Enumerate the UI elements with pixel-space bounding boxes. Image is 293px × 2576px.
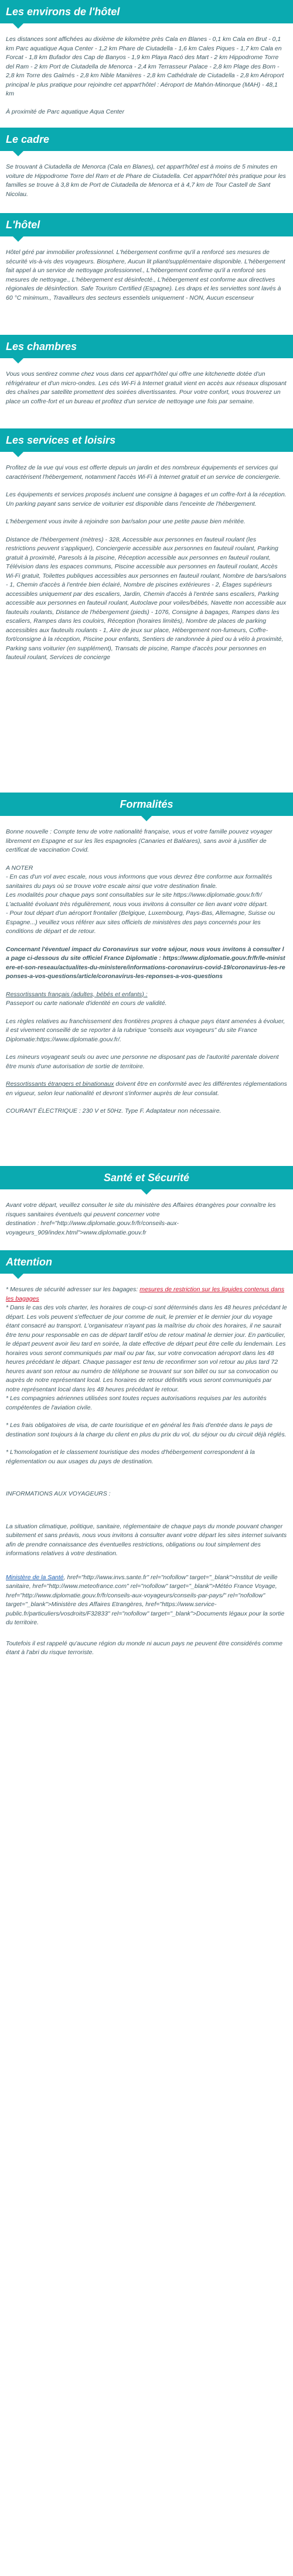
- section-body: [0, 236, 293, 310]
- section-formalites: [0, 793, 293, 1166]
- services-text-1: Profitez de la vue qui vous est offerte depuis un jardin et des nombreux équipements et services qui caractérisent l'hébergement, notamment l'accès Wi-Fi à Internet gratuit et un service de conciergerie.: [6, 464, 281, 481]
- attention-visa-text: * Les frais obligatoires de visa, de carte touristique et en général les frais d'entrée dans le pays de destination sont toujours à la charge du client en plus du prix du vol, du séjour ou du circuit déjà réglés.: [6, 1422, 287, 1438]
- formalites-coronavirus: Concernant l'éventuel impact du Coronavirus sur votre séjour, nous vous invitons à consulter la page ci-dessous du site officiel France Diplomatie : https://www.diplomatie.gouv.fr/fr/le-ministere-et-son-reseau/actualites-du-ministere/informations-coronavirus-covid-19/coronavirus-les-reponses-a-vos-questions/article/coronavirus-les-reponses-a-vos-questions: [6, 945, 285, 980]
- section-heading: Santé et Sécurité: [0, 1166, 293, 1189]
- section-heading: L'hôtel: [0, 213, 293, 236]
- attention-security-intro: * Mesures de sécurité adresser sur les bagages:: [6, 1286, 140, 1293]
- attention-climate-text: La situation climatique, politique, sanitaire, réglementaire de chaque pays du monde pouvant changer subitement et sans préavis, nous vous invitons à consulter avant votre départ les sites internet suivants afin de prendre connaissance des éventuelles restrictions, obligations ou tout simplement des informations relatives à votre destination.: [6, 1522, 287, 1557]
- section-body: [0, 1189, 293, 1244]
- section-body: [0, 816, 293, 1123]
- formalites-french-heading: Ressortissants français (adultes, bébés et enfants) :: [6, 990, 148, 998]
- section-body: [0, 358, 293, 413]
- section-body: [0, 23, 293, 124]
- liquids-restriction-link[interactable]: mesures de restriction sur les liquides contenus dans les bagages: [6, 1286, 285, 1302]
- section-cadre: [0, 128, 293, 213]
- section-heading: Attention: [0, 1250, 293, 1274]
- attention-info-heading: INFORMATIONS AUX VOYAGEURS :: [6, 1490, 111, 1497]
- section-heading: Les environs de l'hôtel: [0, 0, 293, 23]
- formalites-foreign-heading: Ressortissants étrangers et binationaux: [6, 1081, 114, 1088]
- section-sante: [0, 1166, 293, 1250]
- section-heading: Les services et loisirs: [0, 428, 293, 452]
- formalites-electric: COURANT ÉLECTRIQUE : 230 V et 50Hz. Type F. Adaptateur non nécessaire.: [6, 1107, 222, 1114]
- section-attention: [0, 1250, 293, 1874]
- sante-text: Avant votre départ, veuillez consulter le site du ministère des Affaires étrangères pour connaître les risques sanitaires éventuels qui peuvent concerner votre destination : href="http://www.diplomatie.gouv.fr/fr/conseils-aux-voyageurs_909/index.html">www.diplomatie.gouv.fr: [6, 1202, 276, 1236]
- services-amenities: Distance de l'hébergement (mètres) - 328, Accessible aux personnes en fauteuil roulant (les restrictions peuvent s'appliquer), Conciergerie accessible aux personnes en fauteuil roulant, Parking gratuit à proximité, Paresols à la piscine, Réception accessible aux personnes en fauteuil roulant, Télévision dans les espaces communs, Piscine accessible aux personnes en fauteuil roulant, Accès Wi-Fi gratuit, Toilettes publiques accessibles aux personnes en fauteuil roulant, Nombre de bars/salons - 1, Chemin d'accès à l'entrée bien éclairé, Nombre de piscines extérieures - 2, Étages supérieurs accessibles uniquement par des escaliers, Jardin, Chemin d'accès à l'entrée sans escaliers, Parking accessible aux personnes en fauteuil roulant, Autoclave pour voiles/bébés, Navette non accessible aux fauteuils roulants, Distance de l'hébergement (pieds) - 1076, Consigne à bagages, Rampes dans les escaliers, Rampes dans les couloirs, Réception (horaires limités), Nombre de places de parking accessibles aux fauteuils roulants - 1, Aire de jeux sur place, Hébergement non-fumeurs, Coffre-fort/consigne à la réception, Piscine pour enfants, Sentiers de randonnée à pied ou à vélo à proximité, Parking sans voiturier (en supplément), Transats de piscine, Rampe d'accès pour personnes en fauteuil roulant, Services de concierge: [6, 536, 287, 661]
- section-environs: [0, 0, 293, 128]
- section-services: [0, 428, 293, 793]
- cadre-text: Se trouvant à Ciutadella de Menorca (Cala en Blanes), cet appart'hôtel est à moins de 5 minutes en voiture de Hippodrome Torre del Ram et de Phare de Ciutadella. Cet appart'hôtel très pratique pour les familles se trouve à 3,8 km de Port de Ciutadella de Menorca et à 4,7 km de Tour Castell de Sant Nicolau.: [6, 163, 286, 198]
- chambres-text: Vous vous sentirez comme chez vous dans cet appart'hôtel qui offre une kitchenette dotée d'un réfrigérateur et d'un micro-ondes. Les cés Wi-Fi à Internet gratuit vient en accès aux réseaux disposant des chaînes par satellite promettent des soirées divertissantes. Pour votre confort, vous trouverez un place un coffre-fort et un bureau et profitez d'un service de nettoyage une fois par semaine.: [6, 371, 287, 405]
- formalites-note: A NOTER - En cas d'un vol avec escale, nous vous informons que vous devrez être conforme aux formalités sanitaires du pays où se trouve votre escale ainsi que votre destination finale. Les modalités pour chaque pays sont consultables sur le site https://www.diplomatie.gouv.fr/fr/ L'actualité évoluant très régulièrement, nous vous invitons à consulter ce lien avant votre départ. - Pour tout départ d'un aéroport frontalier (Belgique, Luxembourg, Pays-Bas, Allemagne, Suisse ou Espagne...) veuillez vous référer aux sites officiels de ministères des pays concernés pour les conditions de départ et de retour.: [6, 864, 275, 935]
- environs-proximity: À proximité de Parc aquatique Aqua Center: [6, 108, 125, 115]
- section-chambres: [0, 335, 293, 428]
- attention-charter-text: * Dans le cas des vols charter, les horaires de coup-ci sont déterminés dans les 48 heures précédant le départ. Les vols peuvent s'effectuer de jour comme de nuit, le premier et le dernier jour du voyage étant consacré au transport. L'organisateur n'ayant pas la maîtrise du choix des horaires, il ne saurait être tenu pour responsable en cas de départ tardif et/ou de retour matinal le dernier jour. En particulier, le départ peuvent avoir lieu tard en soirée, la date effective de départ peut être celle du lendemain. Les horaires vous seront communiqués par mail ou par fax, sur votre convocation aéroport dans les 48 heures précédant le départ. Chaque passager est tenu de reconfirmer son vol retour au plus tard 72 heures avant son retour au numéro de téléphone se trouvant sur son billet ou sur sa convocation ou auprès de notre représentant local. Les horaires de retour définitifs vous seront communiqués par notre représentant local dans les 48 heures précédant le retour. * Les compagnies aériennes utilisées sont toutes reçues autorisations requises par les autorités compétentes de l'aviation civile.: [6, 1304, 287, 1411]
- section-hotel: [0, 213, 293, 335]
- environs-text: Les distances sont affichées au dixième de kilomètre près Cala en Blanes - 0,1 km Cala en Brut - 0,1 km Parc aquatique Aqua Center - 1,2 km Phare de Ciutadella - 1,6 km Cales Piques - 1,7 km Cala en Forcat - 1,8 km Bufador des Cap de Banyos - 1,9 km Playa Racó des Mart - 2 km Hippodrome Torre del Ram - 2 km Port de Ciutadella de Menorca - 2,4 km Terrasseur Palace - 2,8 km Plage des Born - 2,8 km Torre des Galmés - 2,8 km Nible Manières - 2,8 km Cathédrale de Ciutadella - 2,8 km Aéroport principal le plus pratique pour rejoindre cet appart'hôtel : Aéroport de Mahón-Minorque (MAH) - 48,1 km: [6, 36, 284, 97]
- section-body: [0, 151, 293, 206]
- section-heading: Le cadre: [0, 128, 293, 151]
- attention-homologation-text: * L'homologation et le classement touristique des modes d'hébergement correspondent à la réglementation ou aux usages du pays de destination.: [6, 1449, 255, 1465]
- formalites-borders: Les règles relatives au franchissement des frontières propres à chaque pays étant amenées à évoluer, il est vivement conseillé de se reporter à la rubrique "conseils aux voyageurs" du site France Diplomatie:https://www.diplomatie.gouv.fr/.: [6, 1017, 285, 1043]
- formalites-minors: Les mineurs voyageant seuls ou avec une personne ne disposant pas de l'autorité parentale doivent être munis d'une autorisation de sortie de territoire.: [6, 1054, 279, 1070]
- section-heading: Formalités: [0, 793, 293, 816]
- section-body: [0, 1274, 293, 1665]
- attention-terrorism-text: Toutefois il est rappelé qu'aucune région du monde ni aucun pays ne peuvent être considérés comme étant à l'abri du risque terroriste.: [6, 1639, 283, 1656]
- formalites-foreign-text: doivent être en conformité avec les différentes réglementations en vigueur, selon leur nationalité et devront s'informer auprès de leur consulat.: [6, 1081, 287, 1097]
- ministere-sante-link[interactable]: Ministère de la Santé: [6, 1573, 64, 1581]
- formalites-french-text: Passeport ou carte nationale d'identité en cours de validité.: [6, 1000, 167, 1007]
- formalites-intro: Bonne nouvelle : Compte tenu de votre nationalité française, vous et votre famille pouvez voyager librement en Espagne et sur les îles espagnoles (Canaries et Baléares), sans avoir à justifier de certificat de vaccination Covid.: [6, 828, 272, 853]
- services-text-2: Les équipements et services proposés incluent une consigne à bagages et un coffre-fort à la réception. Un parking payant sans service de voiturier est disponible dans l'enceinte de l'hébergement.: [6, 491, 287, 507]
- hotel-text: Hôtel géré par immobilier professionnel. L'hébergement confirme qu'il a renforcé ses mesures de sécurité vis-à-vis des voyageurs. Biosphere, Aucun lit pliant/supplémentaire disponible. L'hébergement fait appel à un service de nettoyage professionnel., L'hébergement confirme qu'il a renforcé ses mesures de nettoyage., L'hébergement est désinfecté., L'hébergement est conforme aux directives régionales de désinfection. Safe Tourism Certified (Espagne). Les draps et les serviettes sont lavés à 60 °C minimum., Travailleurs des secteurs essentiels uniquement - NON, Aucun escenseur: [6, 249, 285, 301]
- services-text-3: L'hébergement vous invite à rejoindre son bar/salon pour une petite pause bien méritée.: [6, 518, 246, 525]
- attention-links-text: , href="http://www.invs.sante.fr" rel="nofollow" target="_blank">Institut de veille sanitaire, href="http://www.meteofrance.com" rel="nofollow" target="_blank">Météo France Voyage, href="http://www.diplomatie.gouv.fr/fr/conseils-aux-voyageurs/conseils-par-pays/" rel="nofollow" target="_blank">Ministère des Affaires Etrangères, href="https://www.service-public.fr/particuliers/vosdroits/F32833" rel="nofollow" target="_blank">Documents légaux pour la sortie du territoire.: [6, 1573, 285, 1626]
- section-body: [0, 452, 293, 670]
- section-heading: Les chambres: [0, 335, 293, 358]
